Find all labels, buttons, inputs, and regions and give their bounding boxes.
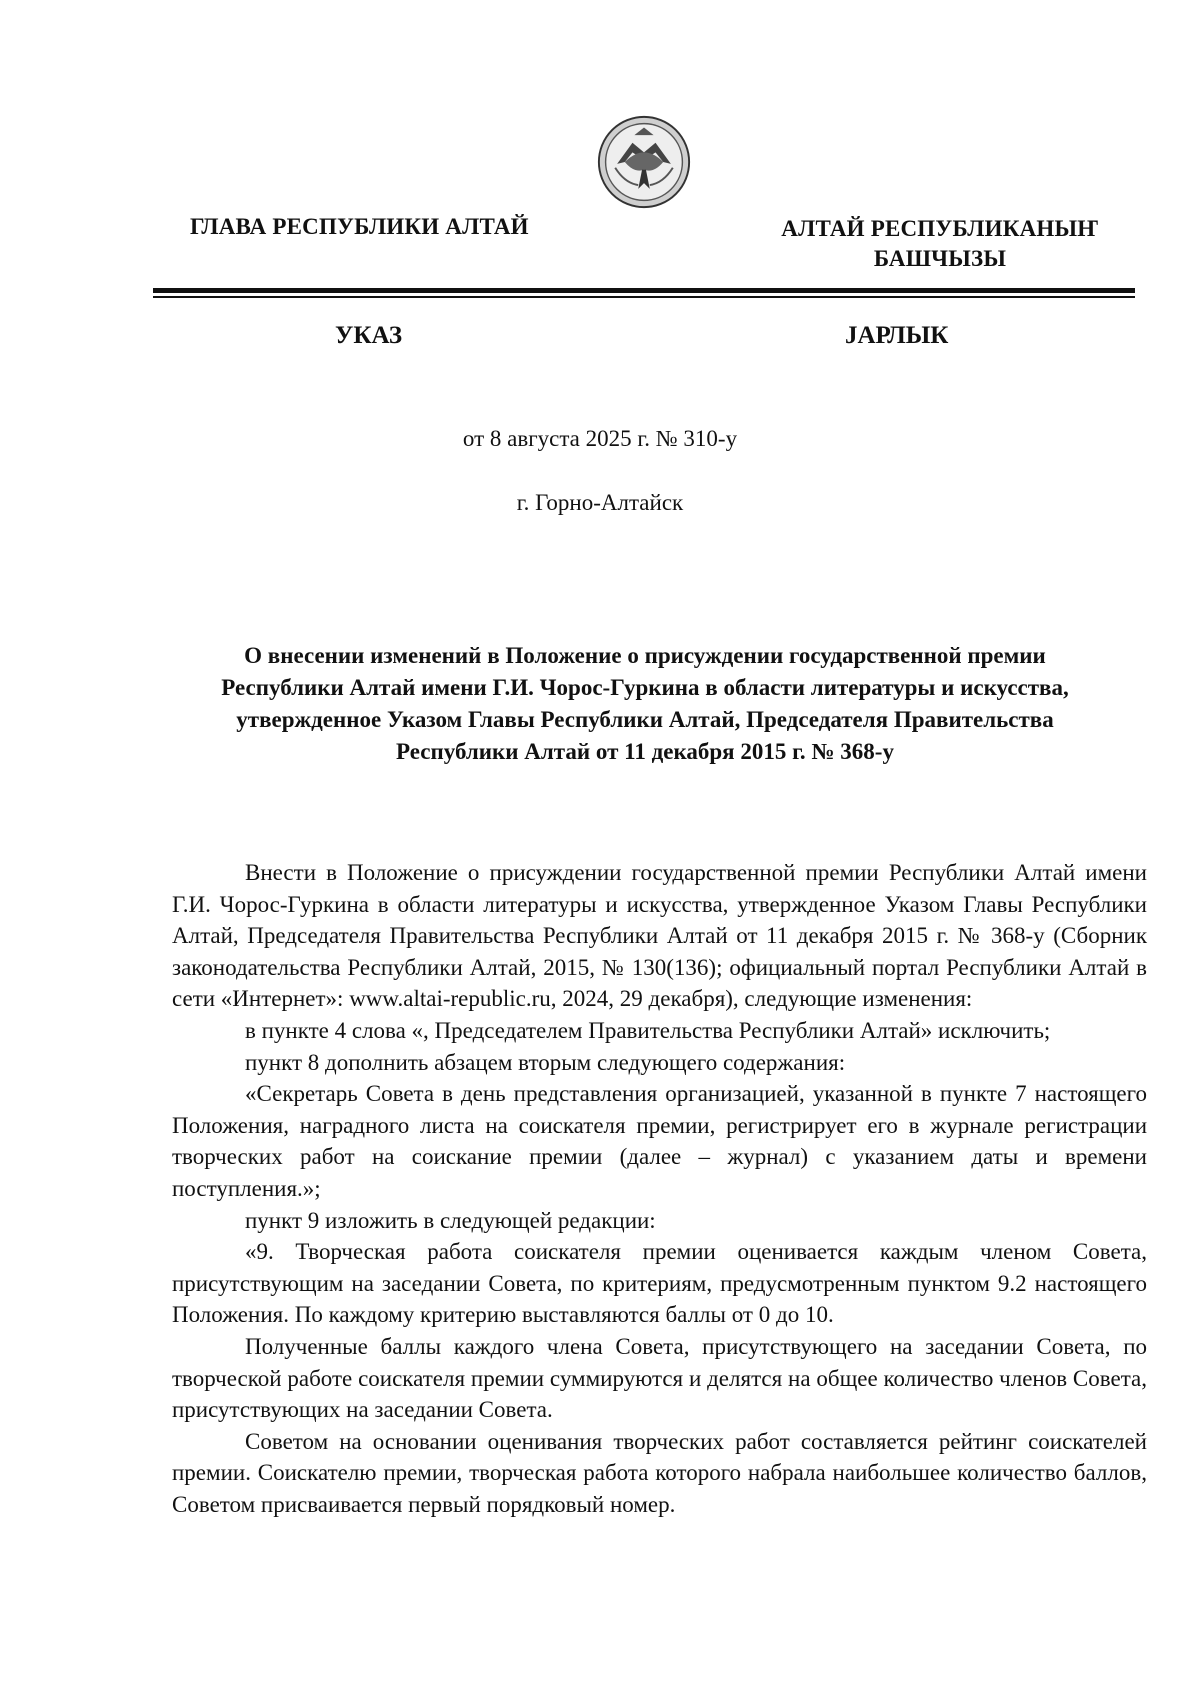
title-line: Республики Алтай имени Г.И. Чорос-Гуркина в области литературы и искусства, [221, 675, 1069, 700]
issuer-title-altai-line2: БАШЧЫЗЫ [873, 246, 1007, 271]
header-divider-thick [153, 288, 1135, 293]
doc-type-altai: ЈАРЛЫК [845, 322, 949, 349]
body-paragraph: в пункте 4 слова «, Председателем Правительства Республики Алтай» исключить; [245, 1017, 1051, 1043]
document-title [150, 640, 1140, 768]
body-paragraph: «9. Творческая работа соискателя премии оценивается каждым членом Совета, присутствующим на заседании Совета, по критериям, предусмотренным пунктом 9.2 настоящего Положения. По каждому критерию выставляются баллы от 0 до 10. [172, 1239, 1147, 1328]
title-line: утвержденное Указом Главы Республики Алтай, Председателя Правительства [236, 707, 1054, 732]
title-line: О внесении изменений в Положение о присуждении государственной премии [244, 643, 1046, 668]
issuer-title-altai-line1: АЛТАЙ РЕСПУБЛИКАНЫҤ [781, 216, 1099, 241]
issuer-title-altai [760, 214, 1120, 274]
document-body [172, 857, 1147, 1520]
body-paragraph: пункт 8 дополнить абзацем вторым следующего содержания: [245, 1049, 846, 1075]
body-paragraph: Советом на основании оценивания творческих работ составляется рейтинг соискателей премии. Соискателю премии, творческая работа которого набрала наибольшее количество баллов, Советом присваивается первый порядковый номер. [172, 1428, 1147, 1517]
doc-type-russian: УКАЗ [335, 322, 403, 349]
issuer-title-russian: ГЛАВА РЕСПУБЛИКИ АЛТАЙ [190, 214, 529, 239]
body-paragraph: «Секретарь Совета в день представления организацией, указанной в пункте 7 настоящего Положения, наградного листа на соискателя премии, регистрирует его в журнале регистрации творческих работ на соискание премии (далее – журнал) с указанием даты и времени поступления.»; [172, 1081, 1147, 1201]
body-paragraph: пункт 9 изложить в следующей редакции: [245, 1207, 656, 1233]
body-paragraph: Внести в Положение о присуждении государственной премии Республики Алтай имени Г.И. Чорос-Гуркина в области литературы и искусства, утвержденное Указом Главы Республики Алтай, Председателя Правительства Республики Алтай от 11 декабря 2015 г. № 368-у (Сборник законодательства Республики Алтай, 2015, № 130(136); официальный портал Республики Алтай в сети «Интернет»: www.altai-republic.ru, 2024, 29 декабря), следующие изменения: [172, 860, 1147, 1012]
date-and-number: от 8 августа 2025 г. № 310-у [462, 426, 738, 451]
body-paragraph: Полученные баллы каждого члена Совета, присутствующего на заседании Совета, по творческой работе соискателя премии суммируются и делятся на общее количество членов Совета, присутствующих на заседании Совета. [172, 1333, 1147, 1423]
header-divider-thin [153, 296, 1135, 298]
city: г. Горно-Алтайск [516, 490, 684, 515]
altai-republic-coat-of-arms-icon [596, 114, 692, 210]
title-line: Республики Алтай от 11 декабря 2015 г. № 368-у [396, 739, 894, 764]
